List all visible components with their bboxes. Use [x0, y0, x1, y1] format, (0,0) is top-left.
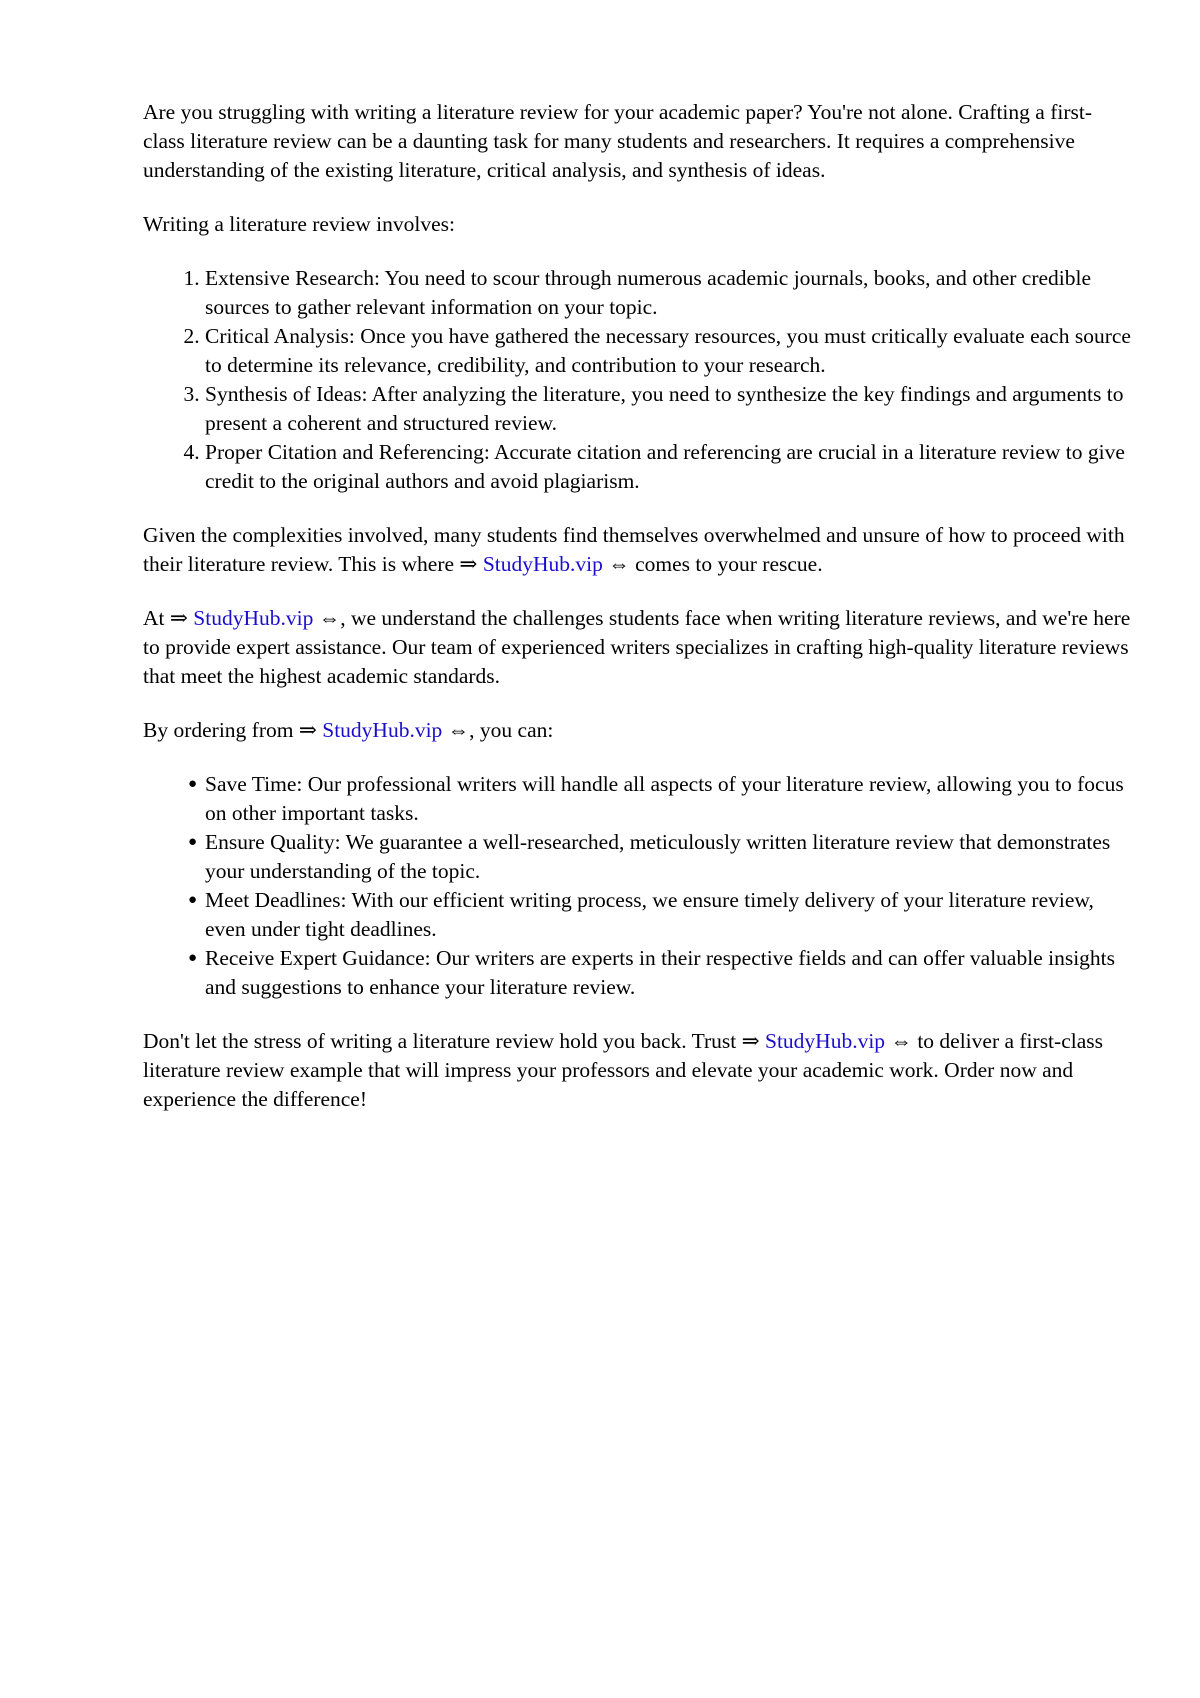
closing-paragraph	[143, 1027, 1133, 1114]
arrow-both-icon: ⇔	[890, 1029, 912, 1053]
list-item: 1. Extensive Research: You need to scour through numerous academic journals, books, and other credible sources to gather relevant information on your topic.	[205, 264, 1133, 322]
steps-list	[143, 264, 1133, 496]
about-text-after: , we understand the challenges students face when writing literature reviews, and we're here to provide expert assistance. Our team of experienced writers specializes in crafting high-quality literature reviews that meet the highest academic standards.	[143, 606, 1131, 688]
rescue-paragraph	[143, 521, 1133, 579]
document-page	[143, 98, 1133, 1139]
arrow-both-icon: ⇔	[318, 606, 341, 630]
rescue-text-before: Given the complexities involved, many students find themselves overwhelmed and unsure of how to proceed with their literature review. This is where	[143, 523, 1125, 576]
list-item: 3. Synthesis of Ideas: After analyzing the literature, you need to synthesize the key findings and arguments to present a coherent and structured review.	[205, 380, 1133, 438]
intro-paragraph: Are you struggling with writing a literature review for your academic paper? You're not alone. Crafting a first-class literature review can be a daunting task for many students and researchers. It requires a comprehensive understanding of the existing literature, critical analysis, and synthesis of ideas.	[143, 100, 1092, 182]
studyhub-link[interactable]: StudyHub.vip	[322, 718, 443, 742]
studyhub-link[interactable]: StudyHub.vip	[193, 606, 314, 630]
benefit-text: Meet Deadlines: With our efficient writing process, we ensure timely delivery of your literature review, even under tight deadlines.	[205, 888, 1094, 941]
arrow-right-icon: ⇒	[741, 1029, 760, 1053]
arrow-both-icon: ⇔	[608, 552, 630, 576]
list-item	[188, 770, 1133, 828]
benefit-text: Ensure Quality: We guarantee a well-researched, meticulously written literature review that demonstrates your understanding of the topic.	[205, 830, 1111, 883]
about-paragraph	[143, 604, 1133, 691]
bullet-icon: ●	[188, 834, 198, 850]
studyhub-link[interactable]: StudyHub.vip	[765, 1029, 886, 1053]
benefit-text: Save Time: Our professional writers will handle all aspects of your literature review, allowing you to focus on other important tasks.	[205, 772, 1124, 825]
list-item	[188, 828, 1133, 886]
bullet-icon: ●	[188, 950, 198, 966]
involves-heading: Writing a literature review involves:	[143, 212, 455, 236]
benefits-list	[143, 770, 1133, 1002]
ordering-paragraph	[143, 716, 1133, 745]
ordering-text-before: By ordering from	[143, 718, 299, 742]
list-item	[188, 944, 1133, 1002]
arrow-right-icon: ⇒	[298, 718, 317, 742]
studyhub-link[interactable]: StudyHub.vip	[482, 552, 603, 576]
about-text-before: At	[143, 606, 170, 630]
benefit-text: Receive Expert Guidance: Our writers are experts in their respective fields and can offer valuable insights and suggestions to enhance your literature review.	[205, 946, 1116, 999]
list-item: 4. Proper Citation and Referencing: Accurate citation and referencing are crucial in a literature review to give credit to the original authors and avoid plagiarism.	[205, 438, 1133, 496]
closing-text-after: to deliver a first-class literature review example that will impress your professors and elevate your academic work. Order now and experience the difference!	[143, 1029, 1103, 1111]
bullet-icon: ●	[188, 892, 198, 908]
list-item	[188, 886, 1133, 944]
closing-text-before: Don't let the stress of writing a literature review hold you back. Trust	[143, 1029, 742, 1053]
arrow-right-icon: ⇒	[169, 606, 188, 630]
arrow-both-icon: ⇔	[447, 718, 470, 742]
list-item: 2. Critical Analysis: Once you have gathered the necessary resources, you must critically evaluate each source to determine its relevance, credibility, and contribution to your research.	[205, 322, 1133, 380]
rescue-text-after: comes to your rescue.	[629, 552, 823, 576]
bullet-icon: ●	[188, 776, 198, 792]
ordering-text-after: , you can:	[469, 718, 554, 742]
arrow-right-icon: ⇒	[459, 552, 478, 576]
